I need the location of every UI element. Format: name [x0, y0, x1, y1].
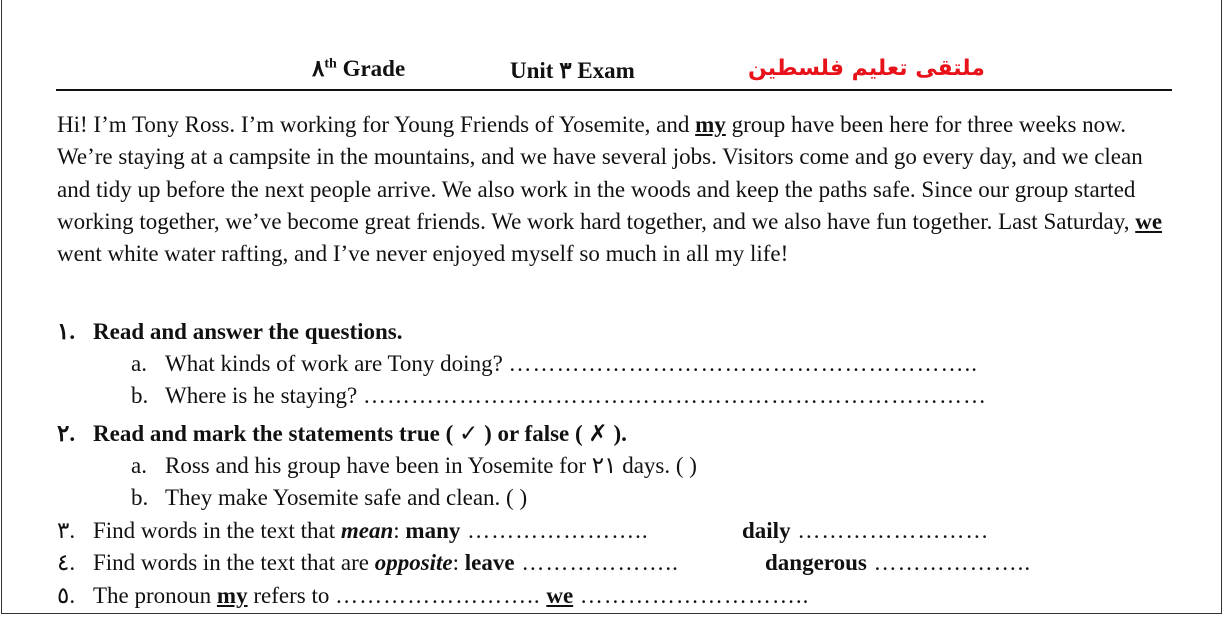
grade-label — [312, 56, 405, 82]
question-4 — [57, 550, 679, 576]
question-3-word-1: many — [405, 518, 461, 543]
grade-number: ٨ — [312, 56, 325, 81]
cross-mark-icon: ✗ — [588, 421, 608, 447]
question-4-word-2: dangerous — [765, 550, 867, 575]
reading-passage — [57, 109, 1177, 270]
question-1a-answer-line[interactable]: ………………………………………………….. — [508, 351, 979, 376]
question-5-answer-1[interactable]: …………………….. — [335, 583, 541, 608]
exam-header — [0, 54, 1225, 88]
question-3-word-2: daily — [742, 518, 791, 543]
question-1a — [131, 351, 978, 377]
question-2a — [131, 453, 697, 479]
question-3-part-2 — [742, 518, 989, 544]
question-2-title — [57, 421, 627, 447]
question-1-number: ١. — [57, 319, 76, 344]
question-3-colon: : — [393, 518, 406, 543]
question-4-part-2 — [765, 550, 1031, 576]
question-2b-text[interactable]: They make Yosemite safe and clean. ( ) — [165, 485, 528, 510]
question-3-answer-2[interactable]: …………………… — [790, 518, 990, 543]
question-5 — [57, 583, 809, 609]
question-3-answer-1[interactable]: ………………….. — [460, 518, 649, 543]
passage-part-1: Hi! I’m Tony Ross. I’m working for Young Friends of Yosemite, and — [57, 112, 696, 137]
question-5-answer-2[interactable]: ……………………….. — [573, 583, 810, 608]
question-4-answer-2[interactable]: ……………….. — [866, 550, 1032, 575]
question-5-word-we: we — [546, 583, 574, 608]
question-1a-letter: a. — [131, 351, 147, 376]
question-3-lead: Find words in the text that — [93, 518, 341, 543]
grade-word: Grade — [342, 56, 406, 81]
question-4-answer-1[interactable]: ……………….. — [514, 550, 679, 575]
question-4-number: ٤. — [57, 550, 76, 575]
passage-word-we: we — [1135, 208, 1163, 234]
question-2-text-b: ) or false ( — [478, 421, 589, 446]
question-2-text-c: ). — [607, 421, 627, 446]
question-1-title — [57, 319, 403, 345]
question-5-mid: refers to — [247, 583, 336, 608]
passage-part-3: went white water rafting, and I’ve never enjoyed myself so much in all my life! — [57, 241, 789, 267]
question-2-number: ٢. — [57, 421, 76, 446]
question-4-colon: : — [452, 550, 465, 575]
unit-label: Unit ٣ Exam — [510, 58, 635, 83]
grade-suffix: th — [324, 56, 337, 72]
question-5-number: ٥. — [57, 583, 76, 608]
question-2b-letter: b. — [131, 485, 149, 510]
question-4-emphasis: opposite — [374, 550, 453, 575]
question-3-number: ٣. — [57, 518, 76, 543]
question-5-lead: The pronoun — [93, 583, 217, 608]
question-3-emphasis: mean — [340, 518, 394, 543]
question-2a-letter: a. — [131, 453, 147, 478]
question-1b-text: Where is he staying? — [165, 383, 358, 408]
question-1a-text: What kinds of work are Tony doing? — [165, 351, 503, 376]
check-mark-icon: ✓ — [459, 421, 479, 447]
question-2-text-a: Read and mark the statements true ( — [93, 421, 460, 446]
arabic-title: ملتقى تعليم فلسطين — [748, 56, 985, 81]
header-rule — [56, 89, 1172, 91]
question-1b-answer-line[interactable]: …………………………………………………………………… — [362, 383, 987, 408]
question-1b-letter: b. — [131, 383, 149, 408]
question-4-word-1: leave — [464, 550, 515, 575]
passage-word-my: my — [695, 112, 726, 137]
question-3 — [57, 518, 649, 544]
question-5-word-my: my — [216, 583, 248, 608]
question-1b — [131, 383, 987, 409]
question-4-lead: Find words in the text that are — [93, 550, 375, 575]
passage-part-2: group have been here for three weeks now. We’re staying at a campsite in the mountains, and we have several jobs. Visitors come and go every day, and we clean and tidy up before the next people arrive. We also work in the woods and keep the paths safe. Since our group started working together, we’ve become great friends. We work hard together, and we also have fun together. Last Saturday, — [57, 112, 1143, 234]
question-1-text: Read and answer the questions. — [93, 319, 403, 344]
question-2a-text[interactable]: Ross and his group have been in Yosemite for ٢١ days. ( ) — [165, 453, 697, 478]
question-2b — [131, 485, 527, 511]
